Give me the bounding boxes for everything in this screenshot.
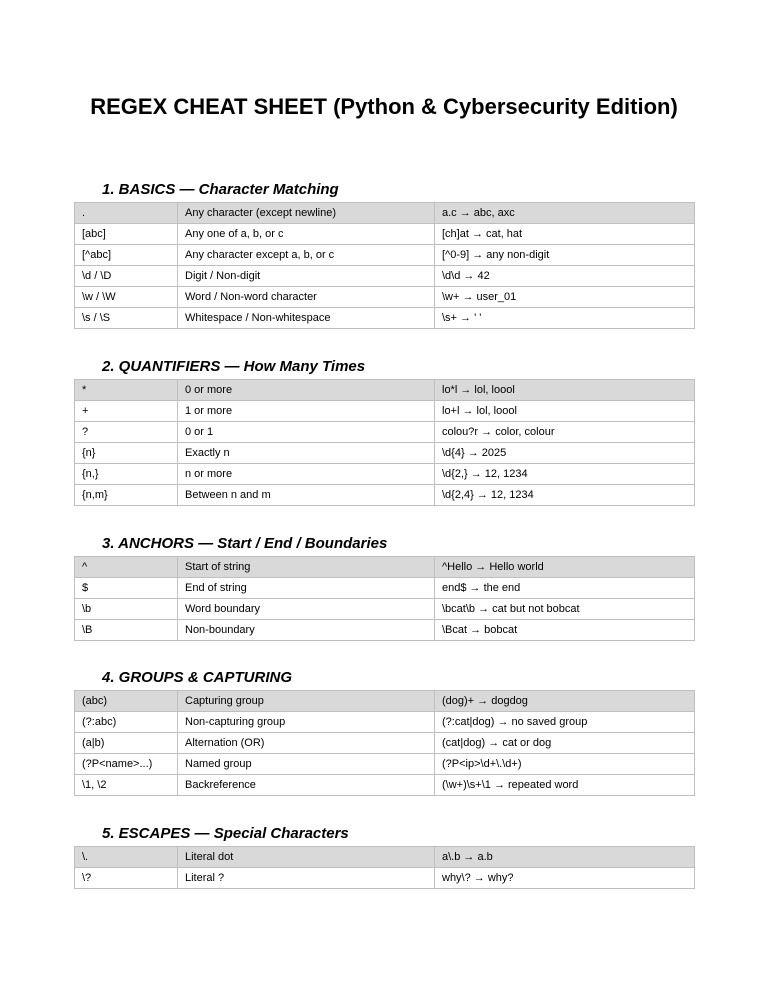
- meaning-cell: Named group: [178, 754, 435, 775]
- example-cell: (cat|dog) → cat or dog: [435, 733, 695, 754]
- example-cell: \d\d → 42: [435, 266, 695, 287]
- table-row: [75, 224, 695, 245]
- example-cell: a.c → abc, axc: [435, 203, 695, 224]
- pattern-cell: (?:abc): [75, 712, 178, 733]
- table-row: [75, 754, 695, 775]
- table-row: [75, 599, 695, 620]
- example-cell: (\w+)\s+\1 → repeated word: [435, 775, 695, 796]
- pattern-cell: \.: [75, 847, 178, 868]
- example-cell: (?:cat|dog) → no saved group: [435, 712, 695, 733]
- table-row: [75, 401, 695, 422]
- pattern-cell: \b: [75, 599, 178, 620]
- pattern-cell: [^abc]: [75, 245, 178, 266]
- section-basics: [74, 180, 694, 329]
- table-row: [75, 266, 695, 287]
- table-row: [75, 203, 695, 224]
- example-cell: (dog)+ → dogdog: [435, 691, 695, 712]
- pattern-cell: \B: [75, 620, 178, 641]
- example-cell: (?P<ip>\d+\.\d+): [435, 754, 695, 775]
- meaning-cell: Word boundary: [178, 599, 435, 620]
- pattern-cell: (a|b): [75, 733, 178, 754]
- section-heading: 4. GROUPS & CAPTURING: [102, 669, 293, 686]
- meaning-cell: Any character except a, b, or c: [178, 245, 435, 266]
- meaning-cell: 0 or 1: [178, 422, 435, 443]
- meaning-cell: Literal ?: [178, 868, 435, 889]
- example-cell: \bcat\b → cat but not bobcat: [435, 599, 695, 620]
- table-row: [75, 712, 695, 733]
- meaning-cell: Exactly n: [178, 443, 435, 464]
- section-heading: 3. ANCHORS — Start / End / Boundaries: [102, 535, 388, 552]
- pattern-cell: \w / \W: [75, 287, 178, 308]
- cheat-table: [74, 379, 695, 506]
- table-row: [75, 443, 695, 464]
- pattern-cell: ?: [75, 422, 178, 443]
- pattern-cell: \s / \S: [75, 308, 178, 329]
- cheat-table: [74, 690, 695, 796]
- pattern-cell: \d / \D: [75, 266, 178, 287]
- example-cell: end$ → the end: [435, 578, 695, 599]
- section-anchors: [74, 534, 694, 641]
- meaning-cell: n or more: [178, 464, 435, 485]
- meaning-cell: Non-capturing group: [178, 712, 435, 733]
- meaning-cell: 0 or more: [178, 380, 435, 401]
- meaning-cell: Any one of a, b, or c: [178, 224, 435, 245]
- table-row: [75, 245, 695, 266]
- example-cell: \Bcat → bobcat: [435, 620, 695, 641]
- example-cell: \d{2,} → 12, 1234: [435, 464, 695, 485]
- meaning-cell: 1 or more: [178, 401, 435, 422]
- section-groups: [74, 668, 694, 796]
- meaning-cell: Backreference: [178, 775, 435, 796]
- example-cell: \d{2,4} → 12, 1234: [435, 485, 695, 506]
- example-cell: colou?r → color, colour: [435, 422, 695, 443]
- pattern-cell: ^: [75, 557, 178, 578]
- cheat-table: [74, 556, 695, 641]
- pattern-cell: \1, \2: [75, 775, 178, 796]
- section-quantifiers: [74, 357, 694, 506]
- meaning-cell: End of string: [178, 578, 435, 599]
- example-cell: \d{4} → 2025: [435, 443, 695, 464]
- meaning-cell: Non-boundary: [178, 620, 435, 641]
- table-row: [75, 422, 695, 443]
- cheat-table: [74, 846, 695, 889]
- table-row: [75, 485, 695, 506]
- meaning-cell: Whitespace / Non-whitespace: [178, 308, 435, 329]
- table-row: [75, 578, 695, 599]
- table-row: [75, 287, 695, 308]
- pattern-cell: \?: [75, 868, 178, 889]
- example-cell: lo+l → lol, loool: [435, 401, 695, 422]
- meaning-cell: Word / Non-word character: [178, 287, 435, 308]
- table-row: [75, 464, 695, 485]
- example-cell: a\.b → a.b: [435, 847, 695, 868]
- meaning-cell: Digit / Non-digit: [178, 266, 435, 287]
- meaning-cell: Alternation (OR): [178, 733, 435, 754]
- example-cell: lo*l → lol, loool: [435, 380, 695, 401]
- table-row: [75, 557, 695, 578]
- example-cell: \s+ → ' ': [435, 308, 695, 329]
- pattern-cell: {n}: [75, 443, 178, 464]
- example-cell: [ch]at → cat, hat: [435, 224, 695, 245]
- meaning-cell: Start of string: [178, 557, 435, 578]
- pattern-cell: +: [75, 401, 178, 422]
- pattern-cell: {n,m}: [75, 485, 178, 506]
- pattern-cell: (?P<name>...): [75, 754, 178, 775]
- table-row: [75, 733, 695, 754]
- table-row: [75, 847, 695, 868]
- meaning-cell: Literal dot: [178, 847, 435, 868]
- meaning-cell: Between n and m: [178, 485, 435, 506]
- section-escapes: [74, 824, 694, 889]
- table-row: [75, 775, 695, 796]
- pattern-cell: {n,}: [75, 464, 178, 485]
- meaning-cell: Capturing group: [178, 691, 435, 712]
- table-row: [75, 691, 695, 712]
- section-heading: 2. QUANTIFIERS — How Many Times: [102, 358, 366, 375]
- example-cell: \w+ → user_01: [435, 287, 695, 308]
- pattern-cell: *: [75, 380, 178, 401]
- example-cell: [^0-9] → any non-digit: [435, 245, 695, 266]
- section-heading: 1. BASICS — Character Matching: [102, 181, 339, 198]
- meaning-cell: Any character (except newline): [178, 203, 435, 224]
- page-title: REGEX CHEAT SHEET (Python & Cybersecurity Edition): [90, 94, 678, 119]
- example-cell: ^Hello → Hello world: [435, 557, 695, 578]
- table-row: [75, 380, 695, 401]
- example-cell: why\? → why?: [435, 868, 695, 889]
- pattern-cell: .: [75, 203, 178, 224]
- cheat-table: [74, 202, 695, 329]
- pattern-cell: [abc]: [75, 224, 178, 245]
- pattern-cell: (abc): [75, 691, 178, 712]
- table-row: [75, 308, 695, 329]
- table-row: [75, 620, 695, 641]
- pattern-cell: $: [75, 578, 178, 599]
- section-heading: 5. ESCAPES — Special Characters: [102, 825, 349, 842]
- table-row: [75, 868, 695, 889]
